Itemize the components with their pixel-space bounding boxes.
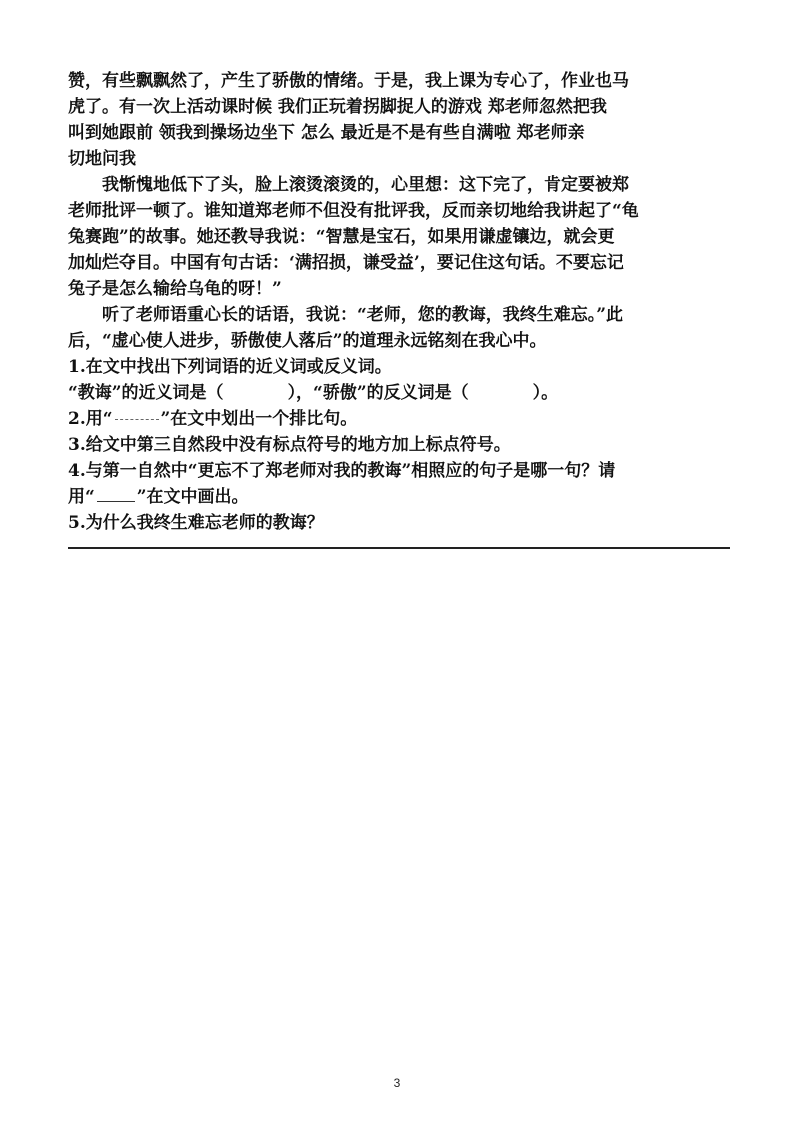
passage-line: 听了老师语重心长的话语，我说：“老师，您的教诲，我终生难忘。”此 xyxy=(102,305,624,325)
worksheet-content xyxy=(68,68,730,536)
passage-line: 兔赛跑”的故事。她还教导我说：“智慧是宝石，如果用谦虚镶边，就会更 xyxy=(68,227,615,247)
question-2-text-a: 2.用“ xyxy=(68,409,113,429)
question-4-text-a: 用“ xyxy=(68,487,95,507)
solid-underline-sample xyxy=(97,501,135,502)
question-1: 1.在文中找出下列词语的近义词或反义词。 xyxy=(68,357,392,377)
answer-line[interactable] xyxy=(68,547,730,549)
question-4-text-b: ”在文中画出。 xyxy=(136,487,249,507)
passage-line: 老师批评一顿了。谁知道郑老师不但没有批评我，反而亲切地给我讲起了“龟 xyxy=(68,201,639,221)
question-1-sub xyxy=(68,380,730,406)
question-1-text-b: ），“骄傲”的反义词是（ xyxy=(287,383,469,403)
question-2 xyxy=(68,406,730,432)
question-2-text-b: ”在文中划出一个排比句。 xyxy=(160,409,358,429)
question-4-line-1: 4.与第一自然中“更忘不了郑老师对我的教诲”相照应的句子是哪一句？请 xyxy=(68,461,616,481)
passage-line: 叫到她跟前 领我到操场边坐下 怎么 最近是不是有些自满啦 郑老师亲 xyxy=(68,123,585,143)
passage-line: 后，“虚心使人进步，骄傲使人落后”的道理永远铭刻在我心中。 xyxy=(68,331,547,351)
passage-line: 兔子是怎么输给乌龟的呀！” xyxy=(68,279,282,299)
passage-paragraph-2 xyxy=(68,172,730,302)
passage-line: 赞，有些飘飘然了，产生了骄傲的情绪。于是，我上课为专心了，作业也马 xyxy=(68,71,629,91)
question-1-text-c: ）。 xyxy=(532,383,559,403)
passage-paragraph-3 xyxy=(68,302,730,354)
question-3: 3.给文中第三自然段中没有标点符号的地方加上标点符号。 xyxy=(68,435,511,455)
passage-line: 虎了。有一次上活动课时候 我们正玩着拐脚捉人的游戏 郑老师忽然把我 xyxy=(68,97,607,117)
passage-line: 切地问我 xyxy=(68,149,136,169)
passage-line: 加灿烂夺目。中国有句古话：‘满招损，谦受益’，要记住这句话。不要忘记 xyxy=(68,253,624,273)
dashed-underline-sample xyxy=(115,419,159,420)
question-1-text-a: “教诲”的近义词是（ xyxy=(68,383,224,403)
passage-paragraph-1 xyxy=(68,68,730,172)
passage-line: 我惭愧地低下了头，脸上滚烫滚烫的，心里想：这下完了，肯定要被郑 xyxy=(102,175,629,195)
question-list xyxy=(68,354,730,536)
page-number: 3 xyxy=(393,1076,401,1090)
question-4-line-2 xyxy=(68,484,730,510)
question-5: 5.为什么我终生难忘老师的教诲？ xyxy=(68,513,324,533)
